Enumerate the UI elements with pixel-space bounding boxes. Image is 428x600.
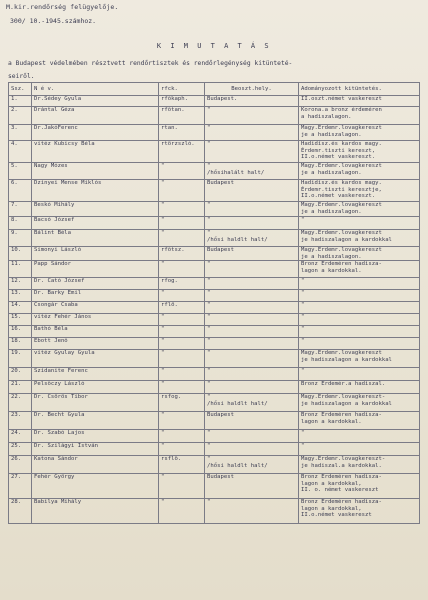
row-award: Bronz Érdeméren hadisza- lagon a kardokkal, II.o.német vaskereszt (299, 499, 420, 524)
row-award: Bronz Érdeméren hadisza- lagon a kardokkal. (299, 412, 420, 430)
row-number: 14. (9, 302, 32, 314)
row-number: 10. (9, 247, 32, 261)
row-post: " /hősi haldlt halt/ (205, 230, 299, 247)
row-award: " (299, 326, 420, 338)
row-rank: " (159, 217, 205, 230)
row-rank: " (159, 202, 205, 217)
row-number: 21. (9, 381, 32, 394)
col-rank-header: rfck. (159, 83, 205, 96)
row-name: Dr. Szilágyi István (32, 443, 159, 456)
row-rank: " (159, 326, 205, 338)
row-number: 4. (9, 141, 32, 163)
row-post: " (205, 125, 299, 141)
row-number: 9. (9, 230, 32, 247)
row-number: 23. (9, 412, 32, 430)
table-row (9, 217, 420, 230)
table-row (9, 314, 420, 326)
row-rank: rtan. (159, 125, 205, 141)
row-award: Magy.Érdemr.lovagkereszt je a hadiszalagon. (299, 163, 420, 180)
row-number: 1. (9, 96, 32, 107)
table-row (9, 443, 420, 456)
row-name: Ebott Jenő (32, 338, 159, 350)
row-number: 6. (9, 180, 32, 202)
row-name: Csongár Csaba (32, 302, 159, 314)
col-number-header: Ssz. (9, 83, 32, 96)
row-number: 11. (9, 261, 32, 278)
row-post: " (205, 443, 299, 456)
row-post: " (205, 261, 299, 278)
row-post: " (205, 430, 299, 443)
reference-number: 300/ 10.-1945.számhoz. (10, 17, 97, 25)
table-row (9, 412, 420, 430)
row-name: vitéz Gyulay Gyula (32, 350, 159, 368)
row-number: 24. (9, 430, 32, 443)
row-award: " (299, 443, 420, 456)
row-award: Magy.Érdemr.lovagkereszt je hadiszalagon a kardokkal (299, 230, 420, 247)
row-name: Simonyi László (32, 247, 159, 261)
row-award: " (299, 314, 420, 326)
row-rank: rtörzszló. (159, 141, 205, 163)
row-award: Korona.a bronz érdeméren a hadiszalagon. (299, 107, 420, 125)
row-post: " /hősi haldlt halt/ (205, 456, 299, 474)
row-name: Dr.Sédey Gyula (32, 96, 159, 107)
row-name: Dr. Csörös Tibor (32, 394, 159, 412)
row-rank: " (159, 474, 205, 499)
table-row (9, 430, 420, 443)
row-award: " (299, 290, 420, 302)
row-number: 15. (9, 314, 32, 326)
row-rank: rfőkaph. (159, 96, 205, 107)
row-award: " (299, 430, 420, 443)
row-rank: rsflö. (159, 456, 205, 474)
row-rank: rfőtsz. (159, 247, 205, 261)
row-post: " (205, 302, 299, 314)
row-award: Hadidísz.és kardos magy. Érdemr.tiszti keresztje, II.o.német vaskereszt. (299, 180, 420, 202)
awards-table (8, 82, 420, 524)
row-name: Dr.JakóFerenc (32, 125, 159, 141)
row-post: " (205, 107, 299, 125)
table-row (9, 230, 420, 247)
row-number: 18. (9, 338, 32, 350)
row-post: " (205, 202, 299, 217)
table-row (9, 107, 420, 125)
row-award: " (299, 278, 420, 290)
table-row (9, 338, 420, 350)
row-post: Budapest. (205, 96, 299, 107)
row-post: " (205, 368, 299, 381)
row-rank: " (159, 368, 205, 381)
row-name: Fehér György (32, 474, 159, 499)
row-name: Papp Sándor (32, 261, 159, 278)
document-title: K I M U T A T Á S (156, 42, 272, 50)
row-name: Drántal Géza (32, 107, 159, 125)
row-post: " (205, 338, 299, 350)
row-number: 3. (9, 125, 32, 141)
row-award: Bronz Érdeméren hadisza- lagon a kardokkal, II. o. német vaskereszt (299, 474, 420, 499)
row-number: 2. (9, 107, 32, 125)
row-name: Bacsó József (32, 217, 159, 230)
row-rank: " (159, 180, 205, 202)
table-row (9, 141, 420, 163)
row-rank: " (159, 430, 205, 443)
row-post: Budapest (205, 412, 299, 430)
row-name: Beskó Mihály (32, 202, 159, 217)
table-row (9, 326, 420, 338)
row-rank: " (159, 443, 205, 456)
row-rank: " (159, 381, 205, 394)
row-name: Nagy Mózes (32, 163, 159, 180)
table-row (9, 125, 420, 141)
table-row (9, 456, 420, 474)
col-award-header: Adományozott kitüntetés. (299, 83, 420, 96)
row-award: Magy.Érdemr.lovagkereszt- je hadiszalagon a kardokkal (299, 394, 420, 412)
row-name: Dr. Szabó Lajos (32, 430, 159, 443)
row-post: " (205, 217, 299, 230)
row-award: Magy.Érdemr.lovagkereszt je a hadiszalagon. (299, 202, 420, 217)
row-award: Magy.Érdemr.lovagkereszt je a hadiszalagon. (299, 125, 420, 141)
row-name: Szidanite Ferenc (32, 368, 159, 381)
row-rank: rfőtan. (159, 107, 205, 125)
row-rank: " (159, 338, 205, 350)
row-name: vitéz Kubicsy Béla (32, 141, 159, 163)
col-name-header: N é v. (32, 83, 159, 96)
row-number: 28. (9, 499, 32, 524)
row-number: 25. (9, 443, 32, 456)
row-rank: " (159, 290, 205, 302)
issuing-office: M.kir.rendőrség felügyelője. (6, 3, 119, 11)
table-row (9, 247, 420, 261)
row-rank: " (159, 412, 205, 430)
row-name: Dzinyei Mense Miklós (32, 180, 159, 202)
row-number: 27. (9, 474, 32, 499)
row-name: Dr. Becht Gyula (32, 412, 159, 430)
row-post: " /hősi haldlt halt/ (205, 394, 299, 412)
row-rank: rfog. (159, 278, 205, 290)
row-rank: " (159, 350, 205, 368)
row-number: 13. (9, 290, 32, 302)
row-name: Dr. Cató József (32, 278, 159, 290)
table-row (9, 499, 420, 524)
row-award: " (299, 338, 420, 350)
row-name: Pelsőczy László (32, 381, 159, 394)
row-rank: rflö. (159, 302, 205, 314)
row-award: Magy.Érdemr.lovagkereszt je hadiszalagon a kardokkal (299, 350, 420, 368)
row-award: " (299, 217, 420, 230)
row-post: " (205, 290, 299, 302)
table-header-row (9, 83, 420, 96)
row-award: Bronz Érdemér.a hadiszal. (299, 381, 420, 394)
row-post: Budapest (205, 180, 299, 202)
table-row (9, 163, 420, 180)
row-post: Budapest (205, 247, 299, 261)
row-post: " (205, 350, 299, 368)
row-number: 7. (9, 202, 32, 217)
row-post: " (205, 499, 299, 524)
row-award: Magy.Érdemr.lovagkereszt je a hadiszalagon. (299, 247, 420, 261)
table-row (9, 394, 420, 412)
row-award: Hadidísz.és kardos magy. Érdemr.tiszti kereszt, II.o.német vaskereszt. (299, 141, 420, 163)
row-award: " (299, 368, 420, 381)
row-post: " /hősihalált halt/ (205, 163, 299, 180)
table-row (9, 381, 420, 394)
table-row (9, 180, 420, 202)
row-number: 5. (9, 163, 32, 180)
row-name: vitéz Fehér János (32, 314, 159, 326)
row-rank: " (159, 261, 205, 278)
row-rank: " (159, 230, 205, 247)
row-name: Bálint Béla (32, 230, 159, 247)
table-row (9, 350, 420, 368)
table-body (9, 96, 420, 524)
row-number: 12. (9, 278, 32, 290)
table-row (9, 290, 420, 302)
table-row (9, 202, 420, 217)
row-post: " (205, 381, 299, 394)
row-rank: rsfog. (159, 394, 205, 412)
table-row (9, 474, 420, 499)
row-award: " (299, 302, 420, 314)
table-row (9, 278, 420, 290)
row-name: Bathó Béla (32, 326, 159, 338)
table-row (9, 261, 420, 278)
row-post: " (205, 326, 299, 338)
row-name: Katona Sándor (32, 456, 159, 474)
row-post: Budapest (205, 474, 299, 499)
col-post-header: Beoszt.hely. (205, 83, 299, 96)
row-number: 16. (9, 326, 32, 338)
row-number: 8. (9, 217, 32, 230)
row-number: 19. (9, 350, 32, 368)
row-post: " (205, 314, 299, 326)
table-row (9, 368, 420, 381)
row-award: Magy.Érdemr.lovagkereszt- je hadiszal.a kardokkal. (299, 456, 420, 474)
row-award: II.oszt.német vaskereszt (299, 96, 420, 107)
table-row (9, 302, 420, 314)
row-name: Babilya Mihály (32, 499, 159, 524)
table-row (9, 96, 420, 107)
row-number: 26. (9, 456, 32, 474)
document-intro: a Budapest védelmében résztvett rendőrtisztek és rendőrlegénység kitünteté- seiről. (8, 60, 293, 80)
row-number: 22. (9, 394, 32, 412)
row-name: Dr. Barky Emil (32, 290, 159, 302)
row-number: 20. (9, 368, 32, 381)
row-rank: " (159, 163, 205, 180)
row-rank: " (159, 499, 205, 524)
row-post: " (205, 141, 299, 163)
row-rank: " (159, 314, 205, 326)
row-post: " (205, 278, 299, 290)
row-award: Bronz Érdeméren hadisza- lagon a kardokkal. (299, 261, 420, 278)
